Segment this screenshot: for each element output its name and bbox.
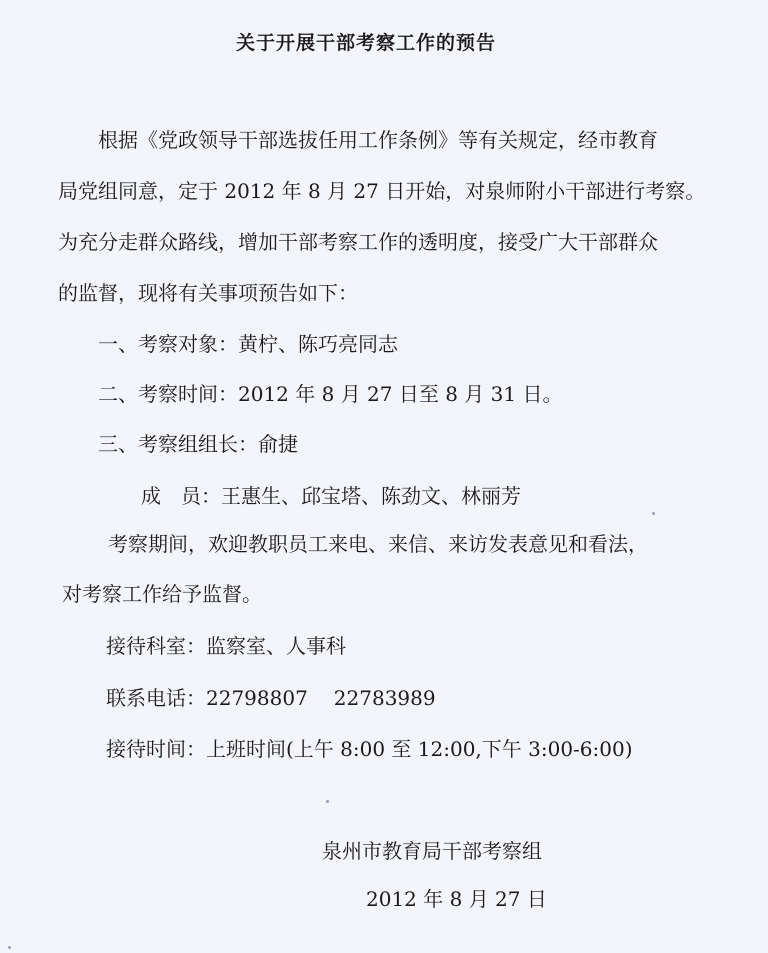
signature-organization: 泉州市教育局干部考察组: [322, 839, 542, 863]
paragraph-1-line-1: 根据《党政领导干部选拔任用工作条例》等有关规定，经市教育: [98, 128, 658, 152]
paragraph-2-line-1: 考察期间，欢迎教职员工来电、来信、来访发表意见和看法，: [108, 532, 648, 556]
document-title: 关于开展干部考察工作的预告: [236, 32, 497, 54]
scan-speck: [326, 800, 329, 803]
contact-phone-primary: 联系电话：22798807: [106, 686, 308, 710]
reception-department: 接待科室：监察室、人事科: [106, 634, 346, 658]
signature-date: 2012 年 8 月 27 日: [366, 887, 547, 911]
scan-speck: [652, 512, 655, 515]
item-team-leader: 三、考察组组长：俞捷: [98, 432, 298, 456]
paragraph-1-line-2: 局党组同意，定于 2012 年 8 月 27 日开始，对泉师附小干部进行考察。: [58, 179, 706, 203]
item-inspection-targets: 一、考察对象：黄柠、陈巧亮同志: [98, 332, 398, 356]
item-inspection-period: 二、考察时间：2012 年 8 月 27 日至 8 月 31 日。: [98, 382, 563, 406]
paragraph-1-line-4: 的监督，现将有关事项预告如下：: [58, 281, 358, 305]
reception-time: 接待时间：上班时间(上午 8:00 至 12:00,下午 3:00-6:00): [106, 737, 633, 761]
scan-speck: [8, 946, 11, 949]
paragraph-1-line-3: 为充分走群众路线，增加干部考察工作的透明度，接受广大干部群众: [58, 230, 658, 254]
paragraph-2-line-2: 对考察工作给予监督。: [62, 582, 262, 606]
contact-phone-secondary: 22783989: [333, 686, 436, 710]
contact-phone: [106, 686, 436, 710]
item-team-members: 成 员：王惠生、邱宝塔、陈劲文、林丽芳: [141, 484, 521, 508]
